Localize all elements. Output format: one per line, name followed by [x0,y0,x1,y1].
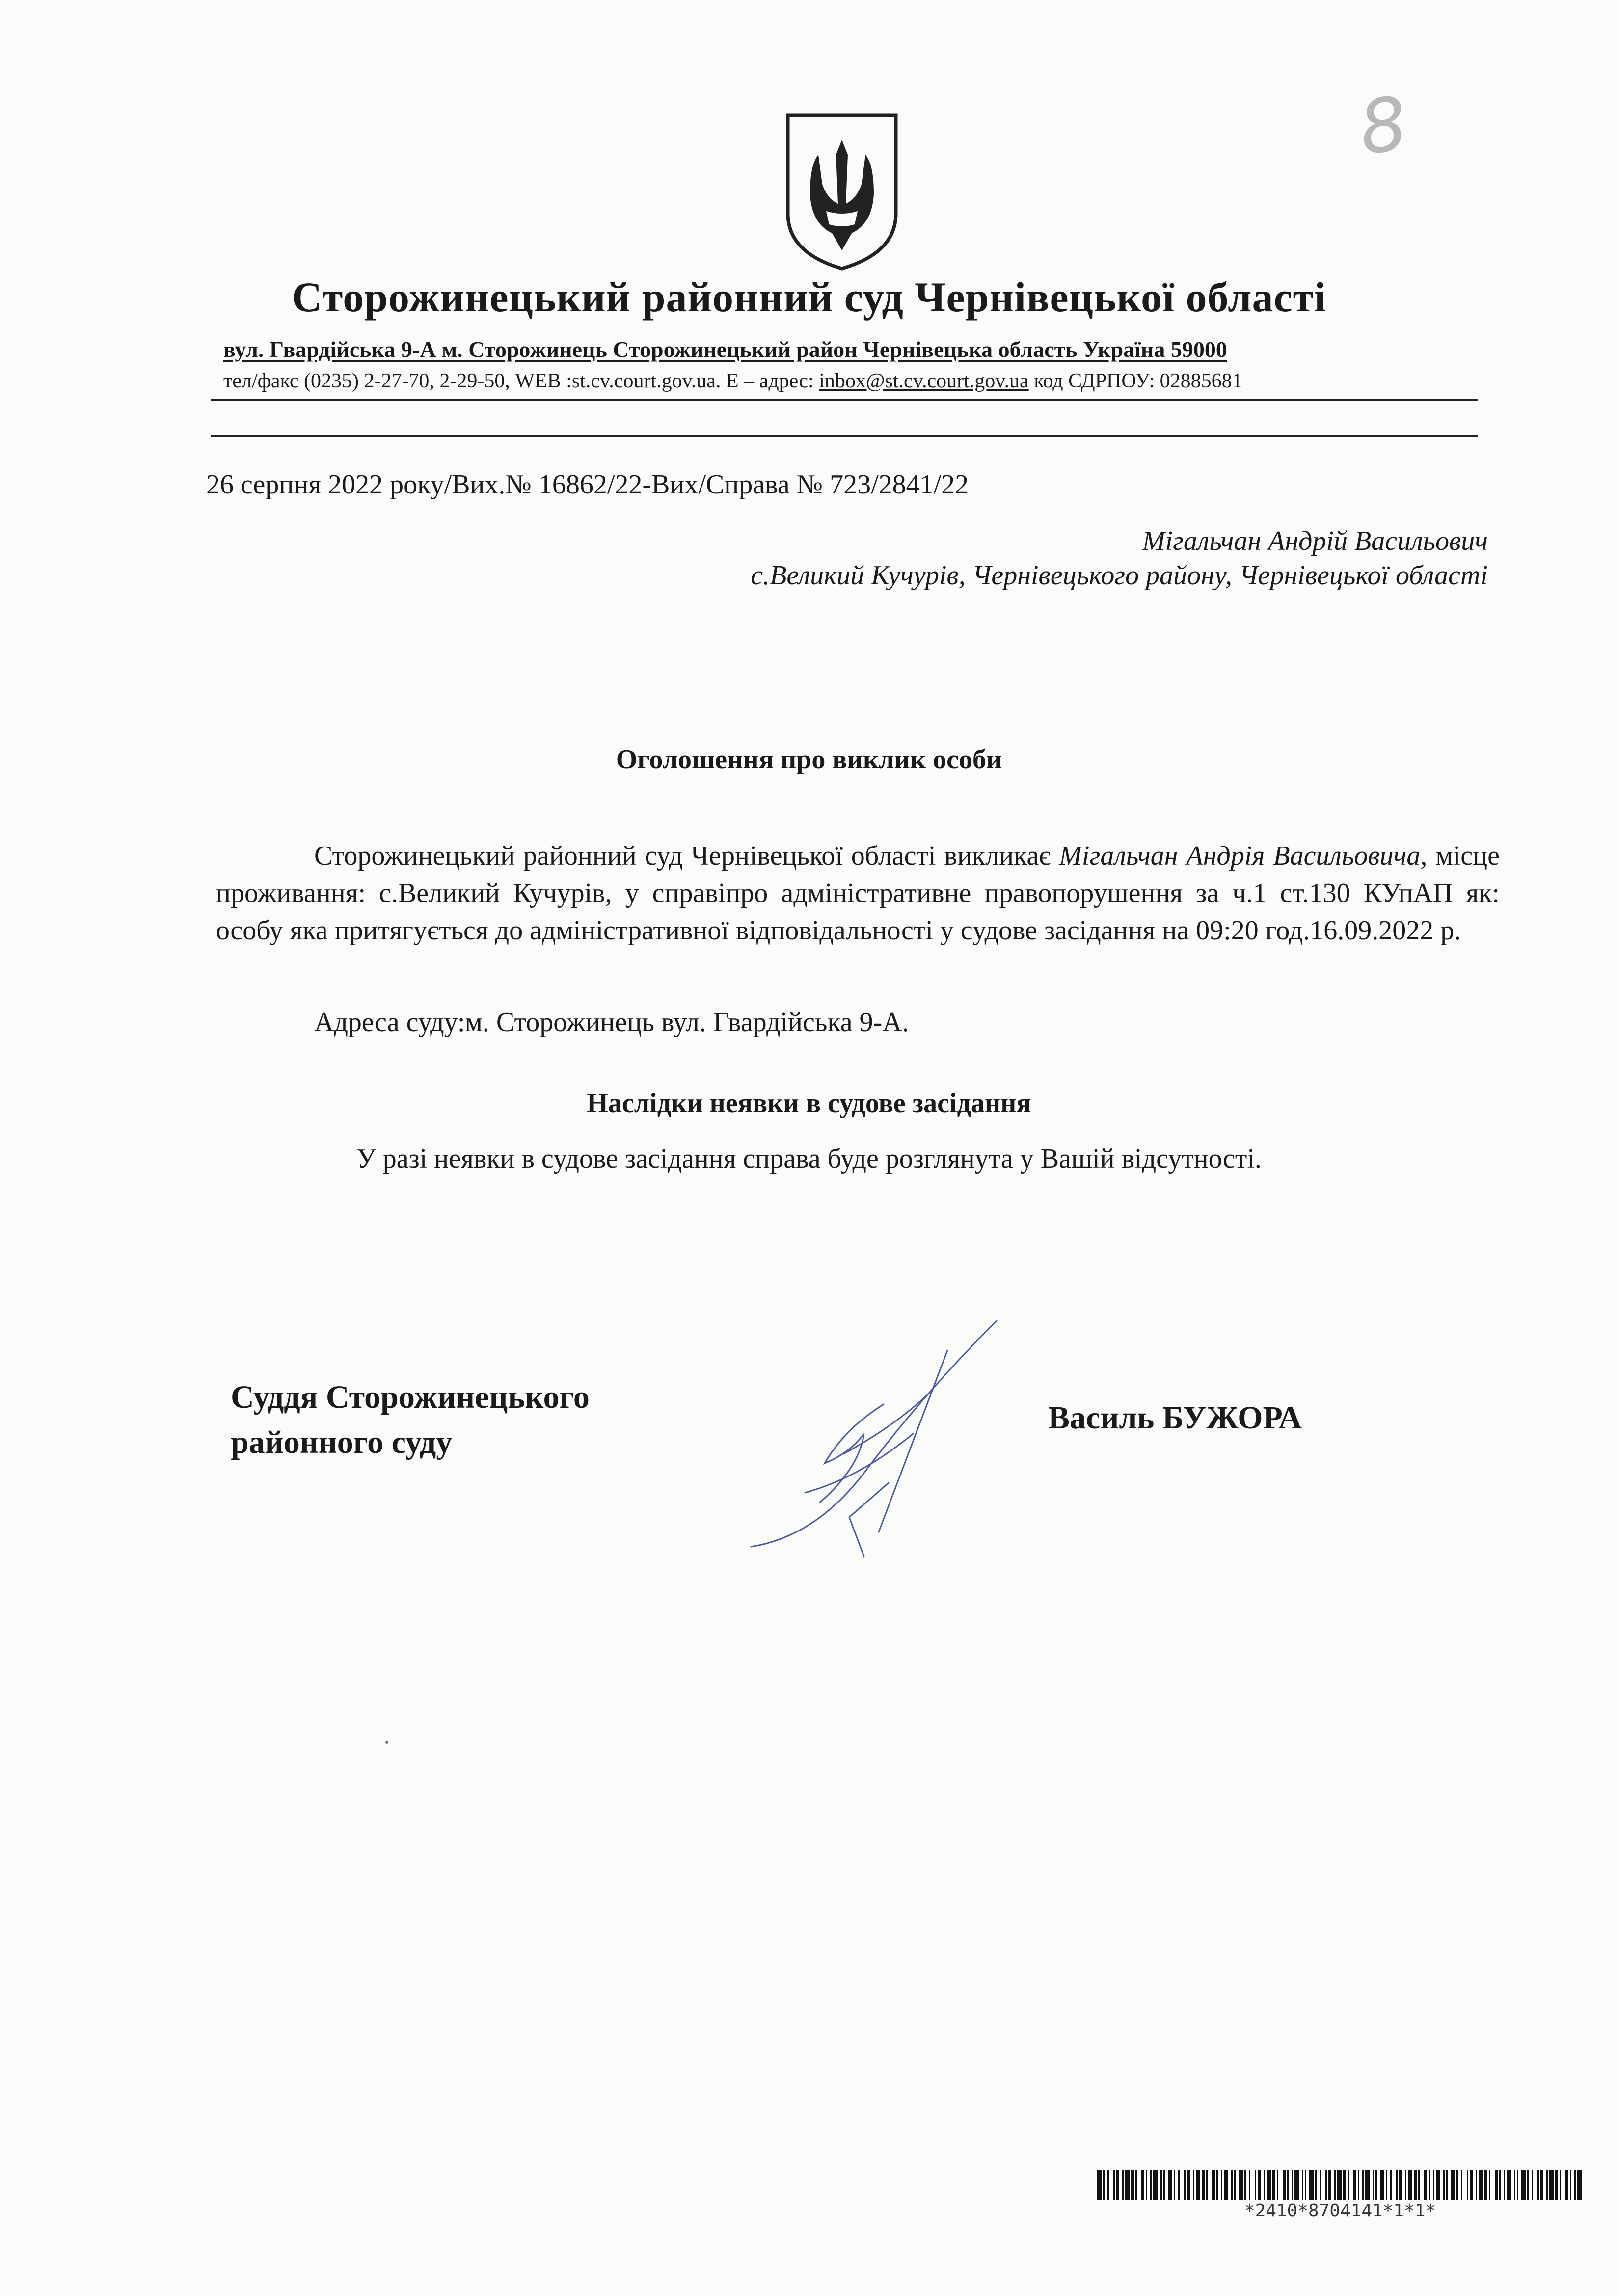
barcode-bar [1540,2170,1543,2200]
barcode-bar [1408,2170,1412,2200]
barcode-bar [1451,2170,1455,2200]
barcode-bar [1565,2170,1568,2200]
barcode-bar [1221,2170,1222,2200]
barcode-bar [1135,2170,1137,2200]
handwritten-signature [736,1306,1041,1561]
barcode-bar [1141,2170,1144,2200]
barcode-bar [1380,2170,1384,2200]
barcode-bar [1532,2170,1533,2200]
barcode-bar [1264,2170,1265,2200]
paragraph-start: Сторожинецький районний суд Чернівецької області викликає [314,841,1059,871]
barcode-bar [1560,2170,1561,2200]
barcode-bar [1174,2170,1175,2200]
barcode-bar [1574,2170,1576,2200]
scan-speck [385,1741,388,1744]
barcode-bar [1239,2170,1243,2200]
email-link[interactable]: inbox@st.cv.court.gov.ua [819,370,1029,392]
header-divider-bottom [211,435,1478,437]
consequences-heading: Наслідки неявки в судове засідання [587,1088,1031,1119]
barcode-bar [1212,2170,1215,2200]
barcode-bar [1446,2170,1448,2200]
judge-title [231,1375,590,1465]
barcode-bar [1337,2170,1342,2200]
barcode-bar [1206,2170,1208,2200]
barcode-bar [1178,2170,1180,2200]
barcode-bar [1168,2170,1172,2200]
barcode-bar [1320,2170,1321,2200]
barcode-bar [1499,2170,1501,2200]
barcode-bar [1328,2170,1331,2200]
barcode-bar [1187,2170,1190,2200]
barcode-bar [1537,2170,1539,2200]
barcode-bar [1546,2170,1548,2200]
barcode-bar [1424,2170,1427,2200]
barcode-bar [1467,2170,1468,2200]
court-address-line: Адреса суду:м. Сторожинець вул. Гвардійська 9-А. [314,1007,909,1038]
page-number: 8 [1354,81,1413,172]
barcode-bar [1479,2170,1483,2200]
barcode-bar [1325,2170,1327,2200]
barcode [1097,2170,1583,2200]
addressee-name: Мігальчан Андрій Васильович [1142,526,1488,556]
barcode-bar [1160,2170,1162,2200]
barcode-bar [1258,2170,1261,2200]
barcode-bar [1202,2170,1205,2200]
barcode-bar [1514,2170,1515,2200]
barcode-bar [1103,2170,1105,2200]
barcode-bar [1150,2170,1152,2200]
barcode-bar [1249,2170,1250,2200]
barcode-bar [1283,2170,1286,2200]
barcode-bar [1255,2170,1256,2200]
barcode-bar [1113,2170,1115,2200]
barcode-bar [1315,2170,1317,2200]
barcode-bar [1294,2170,1299,2200]
barcode-bar [1234,2170,1236,2200]
barcode-bar [1375,2170,1377,2200]
barcode-bar [1163,2170,1165,2200]
barcode-bar [1277,2170,1278,2200]
contact-suffix: код СДРПОУ: 02885681 [1028,370,1242,392]
barcode-bar [1122,2170,1124,2200]
announcement-paragraph [216,837,1500,949]
barcode-bar [1362,2170,1364,2200]
barcode-bar [1570,2170,1571,2200]
barcode-caption: *2410*8704141*1*1* [1244,2201,1436,2221]
header-divider [211,399,1478,401]
barcode-bar [1334,2170,1336,2200]
summoned-person-name: Мігальчан Андрія Васильовича, [1059,841,1428,871]
barcode-bar [1456,2170,1458,2200]
barcode-bar [1292,2170,1293,2200]
barcode-bar [1527,2170,1529,2200]
judge-name: Василь БУЖОРА [1048,1400,1302,1436]
barcode-bar [1244,2170,1246,2200]
barcode-bar [1153,2170,1158,2200]
coat-of-arms-icon [783,110,901,273]
announcement-heading: Оголошення про виклик особи [616,744,1002,775]
barcode-bar [1216,2170,1218,2200]
barcode-bar [1196,2170,1200,2200]
barcode-bar [1107,2170,1109,2200]
barcode-bar [1470,2170,1473,2200]
barcode-bar [1484,2170,1487,2200]
barcode-bar [1125,2170,1130,2200]
barcode-bar [1224,2170,1228,2200]
barcode-bar [1348,2170,1349,2200]
barcode-bar [1116,2170,1119,2200]
barcode-bar [1489,2170,1490,2200]
barcode-bar [1309,2170,1314,2200]
barcode-bar [1418,2170,1420,2200]
barcode-bar [1231,2170,1233,2200]
contact-prefix: тел/факс (0235) 2-27-70, 2-29-50, WEB :st.cv.court.gov.ua. E – адрес: [223,370,819,392]
barcode-bar [1390,2170,1392,2200]
judge-title-line2: районного суду [231,1424,453,1460]
barcode-bar [1353,2170,1356,2200]
barcode-bar [1302,2170,1303,2200]
barcode-bar [1461,2170,1462,2200]
barcode-bar [1272,2170,1275,2200]
barcode-bar [1517,2170,1518,2200]
barcode-bar [1414,2170,1417,2200]
addressee-address: с.Великий Кучурів, Чернівецького району, Чернівецької області [751,560,1488,591]
barcode-bar [1305,2170,1306,2200]
barcode-bar [1184,2170,1186,2200]
barcode-bar [1476,2170,1477,2200]
barcode-bar [1433,2170,1434,2200]
barcode-bar [1436,2170,1440,2200]
barcode-bar [1429,2170,1430,2200]
barcode-bar [1521,2170,1526,2200]
barcode-bar [1555,2170,1558,2200]
barcode-bar [1504,2170,1505,2200]
barcode-bar [1287,2170,1289,2200]
barcode-bar [1373,2170,1374,2200]
barcode-bar [1386,2170,1387,2200]
barcode-bar [1495,2170,1498,2200]
barcode-bar [1343,2170,1346,2200]
reference-line: 26 серпня 2022 року/Вих.№ 16862/22-Вих/Справа № 723/2841/22 [206,469,969,500]
barcode-bar [1365,2170,1370,2200]
barcode-bar [1146,2170,1147,2200]
barcode-bar [1396,2170,1398,2200]
barcode-bar [1193,2170,1194,2200]
paragraph-rest: місце проживання: с.Великий Кучурів, у справіпро адміністративне правопорушення за ч.1 ст.130 КУпАП як: особу яка притягується до адміністративної відповідальності у судове засідання на 09:20 год.16.09.2022 р. [216,841,1500,946]
court-address-header: вул. Гвардійська 9-А м. Сторожинець Сторожинецький район Чернівецька область Україна 59000 [223,337,1227,362]
court-title: Сторожинецький районний суд Чернівецької області [292,273,1326,321]
barcode-bar [1131,2170,1134,2200]
court-contacts [223,369,1480,393]
barcode-bar [1577,2170,1582,2200]
barcode-bar [1399,2170,1402,2200]
consequences-text: У разі неявки в судове засідання справа буде розглянута у Вашій відсутності. [356,1144,1262,1174]
barcode-bar [1358,2170,1359,2200]
barcode-bar [1549,2170,1554,2200]
barcode-bar [1405,2170,1406,2200]
barcode-bar [1097,2170,1102,2200]
barcode-bar [1267,2170,1271,2200]
barcode-bar [1443,2170,1445,2200]
barcode-bar [1507,2170,1511,2200]
judge-title-line1: Суддя Сторожинецького [231,1379,590,1415]
